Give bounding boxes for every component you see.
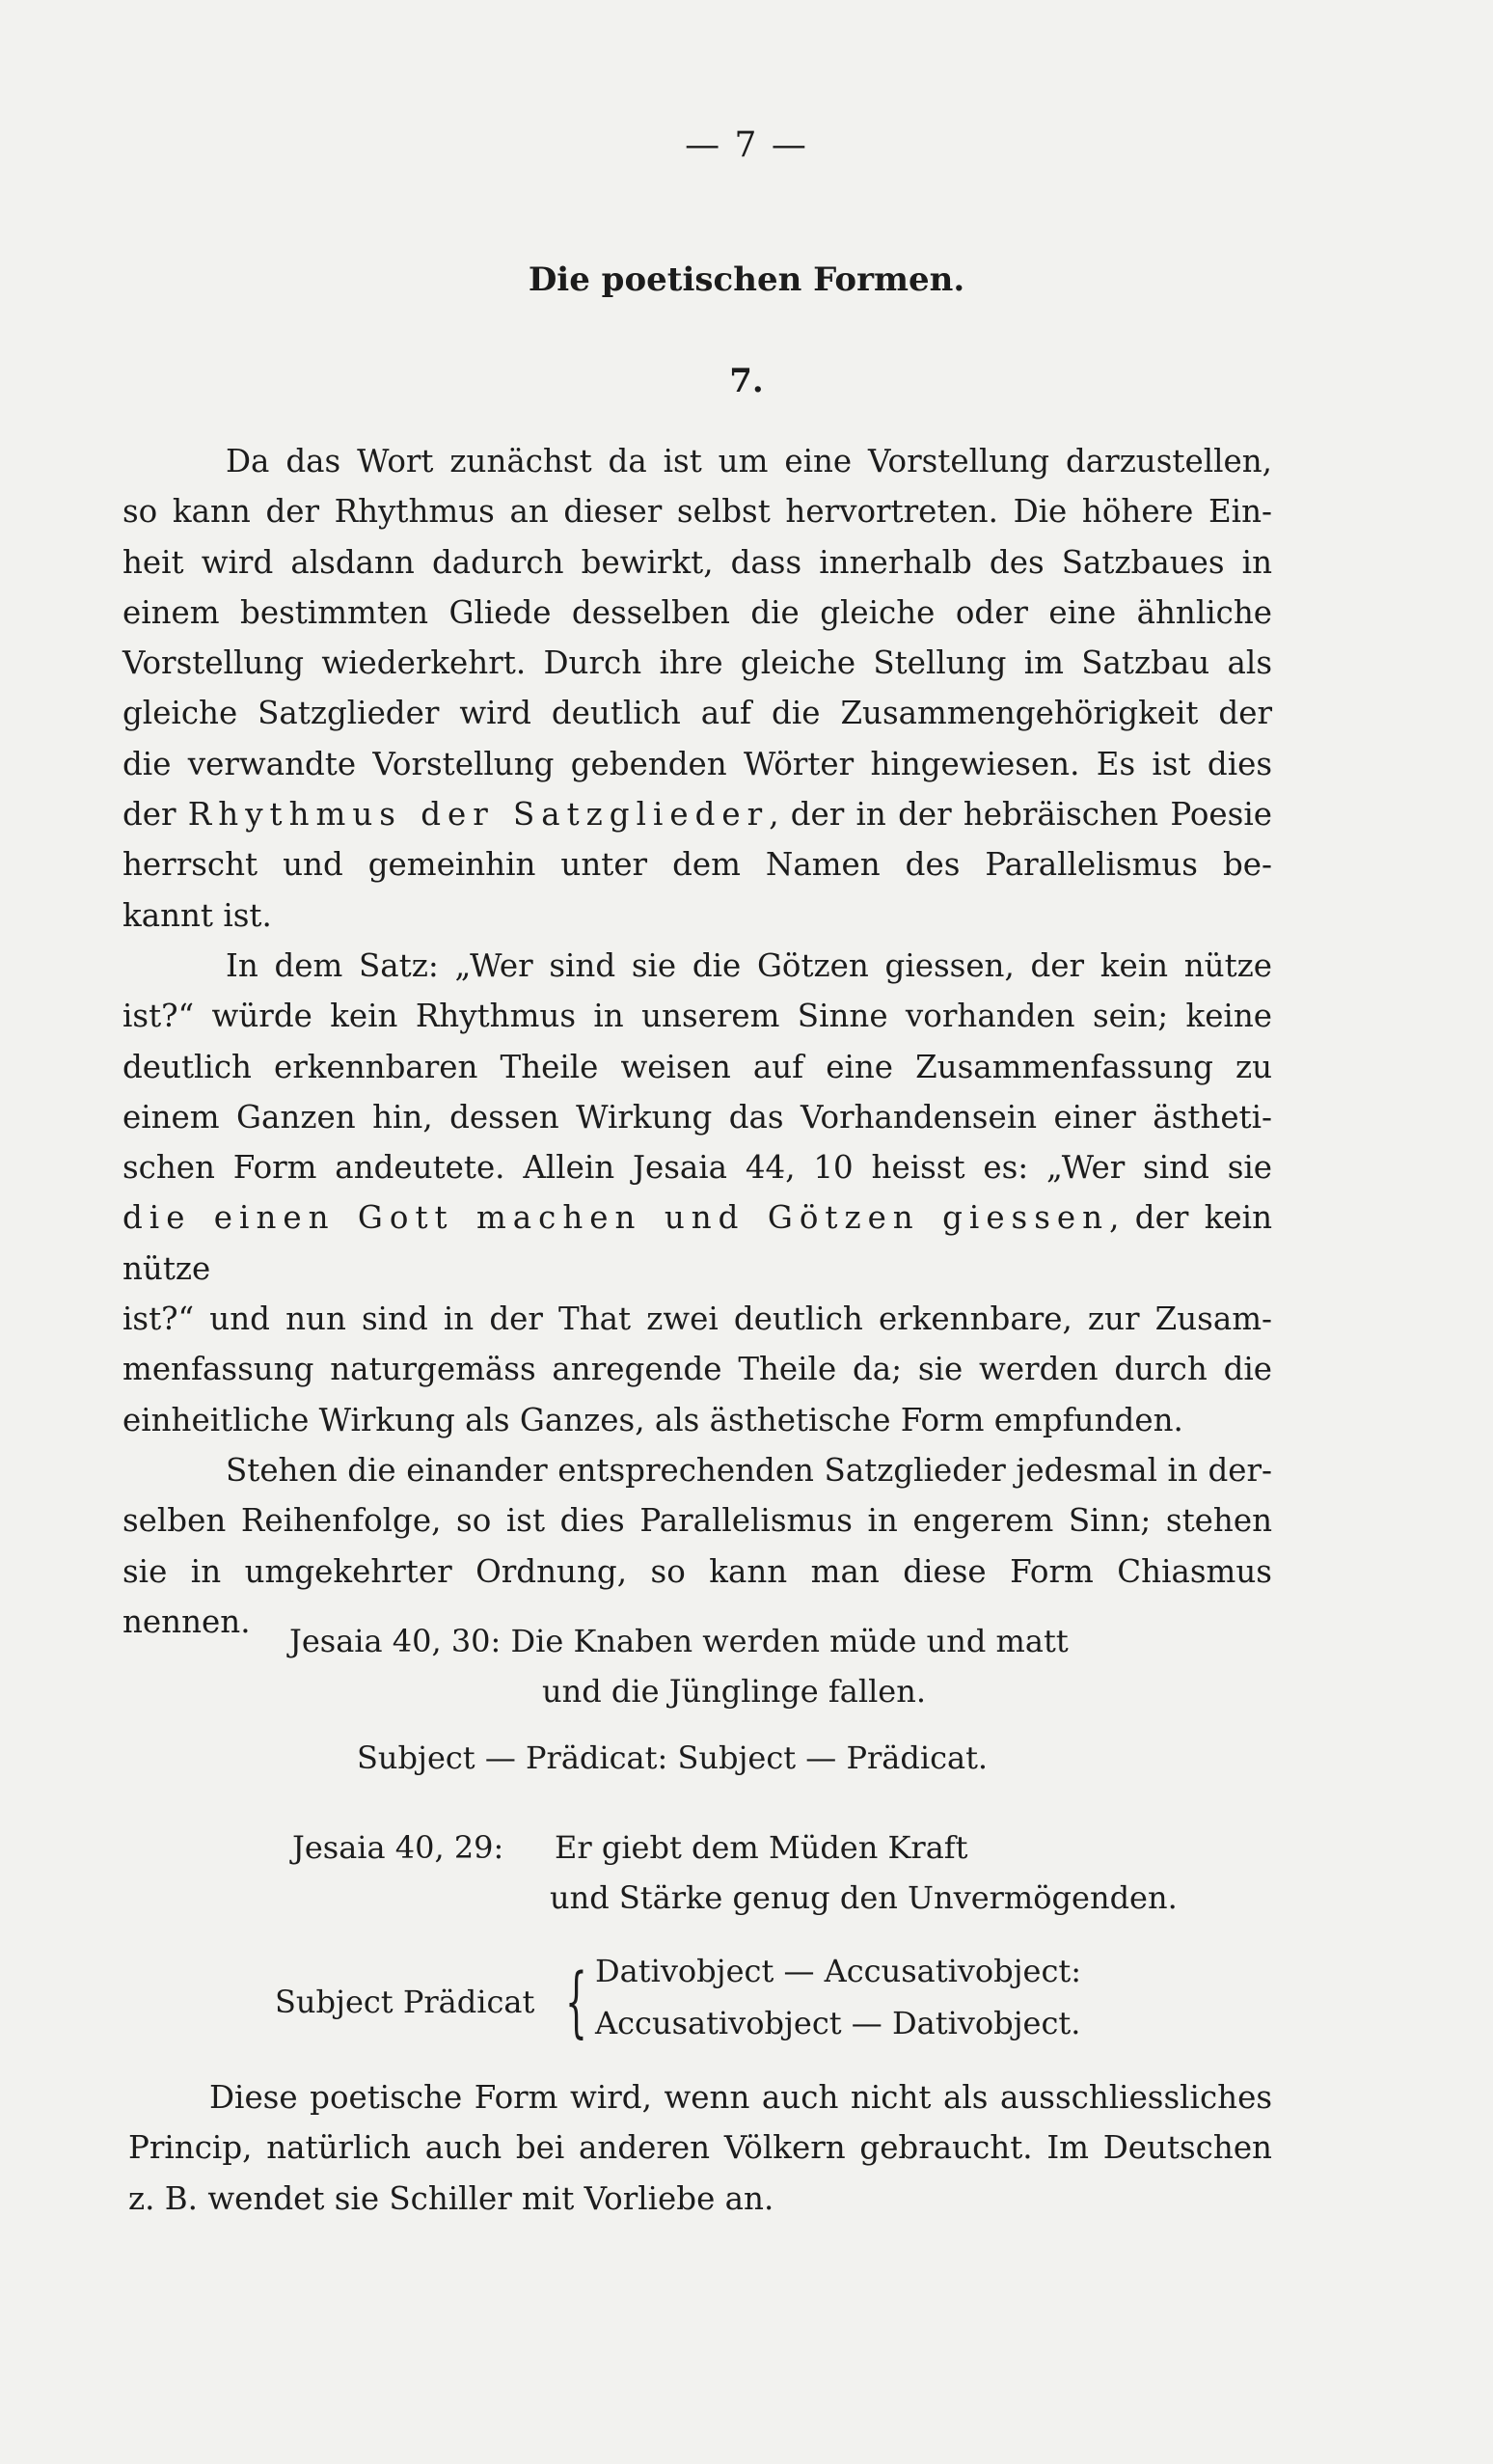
text-line: menfassung naturgemäss anregende Theile da; sie werden durch die [122,1351,1272,1388]
page-number: — 7 — [685,125,808,165]
text-line-rhythm [122,789,1272,839]
text-line: schen Form andeutete. Allein Jesaia 44, 10 heisst es: „Wer sind sie [122,1149,1272,1187]
text-line: gleiche Satzglieder wird deutlich auf die Zusammengehörigkeit der [122,695,1272,732]
text-line: so kann der Rhythmus an dieser selbst hervortreten. Die höhere Ein- [122,493,1272,531]
example-2-pattern-left: Subject Prädicat [275,1984,535,2020]
text-line: heit wird alsdann dadurch bewirkt, dass innerhalb des Satzbaues in [122,543,1272,581]
curly-brace-icon: { [565,1957,587,2046]
example-2-label: Jesaia 40, 29: [292,1829,504,1866]
section-number: 7. [729,362,764,400]
text-line: die verwandte Vorstellung gebenden Wörter hingewiesen. Es ist dies [122,745,1272,782]
text-line: herrscht und gemeinhin unter dem Namen des Parallelismus be- [122,846,1272,884]
text-line: deutlich erkennbaren Theile weisen auf eine Zusammenfassung zu [122,1048,1272,1085]
example-2-pattern-top: Dativobject — Accusativobject: [595,1953,1082,1989]
text-fragment: , der in der hebräischen Poesie [769,796,1272,834]
text-line: ist?“ würde kein Rhythmus in unserem Sinne vorhanden sein; keine [122,998,1272,1035]
text-line: nennen. [122,1602,251,1640]
main-text [122,436,1272,1647]
text-line: einem bestimmten Gliede desselben die gleiche oder eine ähnliche [122,593,1272,631]
text-line: Stehen die einander entsprechenden Satzglieder jedesmal in der- [226,1451,1272,1489]
text-line: Vorstellung wiederkehrt. Durch ihre gleiche Stellung im Satzbau als [122,644,1272,682]
example-2-line-1: Er giebt dem Müden Kraft [555,1829,968,1866]
emphasized-term: Rhythmus der Satzglieder [187,796,770,834]
text-line: sie in umgekehrter Ordnung, so kann man diese Form Chiasmus [122,1552,1272,1590]
example-1-line-1: Jesaia 40, 30: Die Knaben werden müde und matt [289,1623,1069,1659]
emphasized-phrase: die einen Gott machen und Götzen giessen [122,1199,1110,1237]
text-line: Da das Wort zunächst da ist um eine Vorstellung darzustellen, [226,443,1272,479]
text-fragment: , der kein nütze [122,1199,1272,1287]
example-1-line-2: und die Jünglinge fallen. [542,1673,927,1710]
text-line: einem Ganzen hin, dessen Wirkung das Vorhandensein einer ästheti- [122,1098,1272,1136]
text-fragment: der [122,796,176,834]
text-line: einheitliche Wirkung als Ganzes, als ästhetische Form empfunden. [122,1401,1183,1438]
text-line: Princip, natürlich auch bei anderen Völkern gebraucht. Im Deutschen [128,2129,1272,2167]
text-line: In dem Satz: „Wer sind sie die Götzen giessen, der kein nütze [226,946,1272,984]
chapter-heading: Die poetischen Formen. [528,260,965,299]
example-2-pattern-bottom: Accusativobject — Dativobject. [595,2005,1081,2041]
text-line: ist?“ und nun sind in der That zwei deutlich erkennbare, zur Zusam- [122,1300,1272,1338]
text-line: selben Reihenfolge, so ist dies Parallelismus in engerem Sinn; stehen [122,1502,1272,1540]
closing-text [128,2072,1272,2224]
text-line: kannt ist. [122,896,272,934]
text-line-spaced [122,1192,1272,1294]
text-line: z. B. wendet sie Schiller mit Vorliebe an. [128,2179,774,2217]
example-1-pattern: Subject — Prädicat: Subject — Prädicat. [357,1739,989,1776]
text-line: Diese poetische Form wird, wenn auch nicht als ausschliessliches [209,2079,1272,2116]
example-2-line-2: und Stärke genug den Unvermögenden. [550,1879,1178,1916]
